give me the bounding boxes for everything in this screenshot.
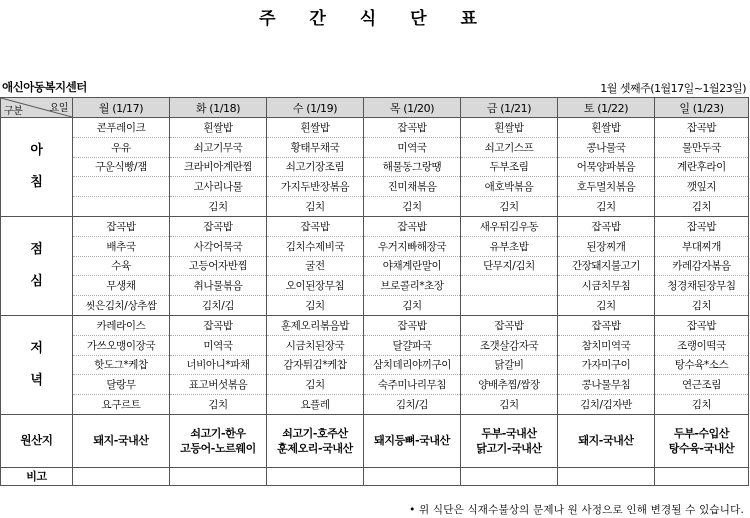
dish-cell: 김치	[461, 197, 558, 217]
note-cell	[364, 467, 461, 485]
dish-cell: 쇠고기스프	[461, 137, 558, 157]
meal-row	[1, 177, 749, 197]
note-cell	[558, 467, 655, 485]
dish-cell: 요플레	[267, 395, 364, 415]
meal-row	[1, 137, 749, 157]
dish-cell: 콩나물국	[558, 137, 655, 157]
dish-cell	[73, 177, 170, 197]
dish-cell: 삼치데리야끼구이	[364, 355, 461, 375]
dish-cell: 김치	[558, 296, 655, 316]
dish-cell: 단무지/김치	[461, 256, 558, 276]
dish-cell: 잡곡밥	[558, 315, 655, 335]
dish-cell: 참치미역국	[558, 335, 655, 355]
dish-cell: 달랑무	[73, 375, 170, 395]
dish-cell: 쇠고기장조림	[267, 157, 364, 177]
dish-cell: 부대찌개	[655, 236, 749, 256]
dish-cell: 김치	[364, 197, 461, 217]
dish-cell: 황태무채국	[267, 137, 364, 157]
dish-cell: 잡곡밥	[655, 216, 749, 236]
dish-cell: 김치	[364, 296, 461, 316]
dish-cell: 잡곡밥	[364, 216, 461, 236]
dish-cell: 양배추찜/쌈장	[461, 375, 558, 395]
note-cell	[655, 467, 749, 485]
dish-cell: 흰쌀밥	[170, 118, 267, 138]
dish-cell: 요구르트	[73, 395, 170, 415]
meal-row	[1, 355, 749, 375]
dish-cell: 흰쌀밥	[267, 118, 364, 138]
dish-cell: 무생채	[73, 276, 170, 296]
dish-cell	[73, 197, 170, 217]
corner-label-day: 요일	[49, 103, 68, 114]
origin-cell: 돼지등뼈-국내산	[364, 414, 461, 467]
dish-cell: 핫도그*케찹	[73, 355, 170, 375]
dish-cell: 애호박볶음	[461, 177, 558, 197]
note-row	[1, 467, 749, 485]
dish-cell: 잡곡밥	[73, 216, 170, 236]
dish-cell: 잡곡밥	[655, 118, 749, 138]
weekly-menu-table	[0, 97, 749, 486]
corner-cell	[1, 98, 73, 118]
footnote: • 위 식단은 식재수불상의 문제나 원 사정으로 인해 변경될 수 있습니다.	[409, 504, 744, 516]
dish-cell: 표고버섯볶음	[170, 375, 267, 395]
dish-cell: 시금치무침	[558, 276, 655, 296]
dish-cell: 콩나물무침	[558, 375, 655, 395]
dish-cell: 연근조림	[655, 375, 749, 395]
dish-cell: 어묵양파볶음	[558, 157, 655, 177]
dish-cell: 잡곡밥	[170, 216, 267, 236]
dish-cell: 우거지빠해장국	[364, 236, 461, 256]
dish-cell: 고등어자반찜	[170, 256, 267, 276]
dish-cell: 가지두반장볶음	[267, 177, 364, 197]
dish-cell: 물만두국	[655, 137, 749, 157]
dish-cell: 잡곡밥	[364, 118, 461, 138]
dish-cell: 배추국	[73, 236, 170, 256]
dish-cell: 잡곡밥	[558, 216, 655, 236]
dish-cell: 오이된장무침	[267, 276, 364, 296]
dish-cell: 진미채볶음	[364, 177, 461, 197]
dish-cell: 해물동그랑땡	[364, 157, 461, 177]
meal-row	[1, 157, 749, 177]
dish-cell: 계란후라이	[655, 157, 749, 177]
origin-cell: 돼지-국내산	[73, 414, 170, 467]
meal-row	[1, 375, 749, 395]
dish-cell: 김치	[655, 395, 749, 415]
header-row	[1, 98, 749, 118]
menu-body	[1, 118, 749, 415]
dish-cell: 김치	[655, 197, 749, 217]
dish-cell: 크라비아계란찜	[170, 157, 267, 177]
dish-cell: 쇠고기무국	[170, 137, 267, 157]
dish-cell: 우유	[73, 137, 170, 157]
dish-cell: 조랭이떡국	[655, 335, 749, 355]
dish-cell: 김치/김자반	[558, 395, 655, 415]
origin-cell: 두부-국내산 닭고기-국내산	[461, 414, 558, 467]
dish-cell: 콘푸레이크	[73, 118, 170, 138]
meal-label: 저 녁	[1, 315, 73, 414]
note-cell	[73, 467, 170, 485]
dish-cell: 흰쌀밥	[558, 118, 655, 138]
day-header: 금 (1/21)	[461, 98, 558, 118]
meal-label: 아 침	[1, 118, 73, 217]
dish-cell: 수육	[73, 256, 170, 276]
dish-cell: 호두멸치볶음	[558, 177, 655, 197]
day-header: 수 (1/19)	[267, 98, 364, 118]
dish-cell: 시금치된장국	[267, 335, 364, 355]
meal-row	[1, 276, 749, 296]
note-label: 비고	[1, 467, 73, 485]
dish-cell: 감자튀김*케찹	[267, 355, 364, 375]
dish-cell: 취나물볶음	[170, 276, 267, 296]
dish-cell: 카레감자볶음	[655, 256, 749, 276]
origin-cell: 돼지-국내산	[558, 414, 655, 467]
dish-cell: 두부조림	[461, 157, 558, 177]
origin-row	[1, 414, 749, 467]
meal-row	[1, 256, 749, 276]
day-header: 월 (1/17)	[73, 98, 170, 118]
dish-cell: 김치수제비국	[267, 236, 364, 256]
dish-cell: 훈제오리볶음밥	[267, 315, 364, 335]
meal-label: 점 심	[1, 216, 73, 315]
dish-cell: 김치	[558, 197, 655, 217]
dish-cell: 카레라이스	[73, 315, 170, 335]
dish-cell: 잡곡밥	[267, 216, 364, 236]
dish-cell: 고사리나물	[170, 177, 267, 197]
origin-cell: 쇠고기-호주산 훈제오리-국내산	[267, 414, 364, 467]
dish-cell: 닭갈비	[461, 355, 558, 375]
dish-cell: 김치	[267, 197, 364, 217]
meal-row	[1, 216, 749, 236]
dish-cell: 간장돼지불고기	[558, 256, 655, 276]
meal-row	[1, 236, 749, 256]
meal-row	[1, 335, 749, 355]
origin-label: 원산지	[1, 414, 73, 467]
dish-cell: 숙주미나리무침	[364, 375, 461, 395]
dish-cell: 잡곡밥	[655, 315, 749, 335]
note-cell	[461, 467, 558, 485]
dish-cell: 김치	[267, 296, 364, 316]
dish-cell: 잡곡밥	[461, 315, 558, 335]
meal-row	[1, 296, 749, 316]
dish-cell: 브로콜리*초장	[364, 276, 461, 296]
day-header: 화 (1/18)	[170, 98, 267, 118]
dish-cell: 김치/김	[170, 296, 267, 316]
dish-cell	[461, 296, 558, 316]
dish-cell: 가쓰오맹이장국	[73, 335, 170, 355]
day-header: 토 (1/22)	[558, 98, 655, 118]
dish-cell: 잡곡밥	[364, 315, 461, 335]
dish-cell: 김치/김	[364, 395, 461, 415]
dish-cell: 씻은김치/상추쌈	[73, 296, 170, 316]
dish-cell: 김치	[461, 395, 558, 415]
dish-cell: 된장찌개	[558, 236, 655, 256]
dish-cell: 굴전	[267, 256, 364, 276]
origin-cell: 쇠고기-한우 고등어-노르웨이	[170, 414, 267, 467]
dish-cell: 흰쌀밥	[461, 118, 558, 138]
day-header: 일 (1/23)	[655, 98, 749, 118]
center-name: 애신아동복지센터	[2, 80, 87, 94]
dish-cell: 조갯살감자국	[461, 335, 558, 355]
dish-cell: 김치	[267, 375, 364, 395]
dish-cell: 김치	[655, 296, 749, 316]
dish-cell: 김치	[170, 395, 267, 415]
dish-cell: 깻잎지	[655, 177, 749, 197]
dish-cell: 구운식빵/잼	[73, 157, 170, 177]
dish-cell: 미역국	[170, 335, 267, 355]
dish-cell: 탕수육*소스	[655, 355, 749, 375]
day-header: 목 (1/20)	[364, 98, 461, 118]
meal-row	[1, 395, 749, 415]
corner-label-category: 구분	[4, 106, 23, 117]
week-label: 1월 셋째주(1월17일~1월23일)	[600, 82, 746, 95]
note-cell	[267, 467, 364, 485]
dish-cell: 잡곡밥	[170, 315, 267, 335]
meal-row	[1, 197, 749, 217]
page-title: 주 간 식 단 표	[259, 9, 491, 29]
dish-cell: 달걀파국	[364, 335, 461, 355]
dish-cell: 가자미구이	[558, 355, 655, 375]
dish-cell: 미역국	[364, 137, 461, 157]
dish-cell: 너비아니*파채	[170, 355, 267, 375]
origin-cell: 두부-수입산 탕수육-국내산	[655, 414, 749, 467]
dish-cell: 유부초밥	[461, 236, 558, 256]
dish-cell: 사각어묵국	[170, 236, 267, 256]
note-cell	[170, 467, 267, 485]
meal-row	[1, 118, 749, 138]
dish-cell: 청경채된장무침	[655, 276, 749, 296]
dish-cell	[461, 276, 558, 296]
meal-row	[1, 315, 749, 335]
dish-cell: 새우튀김우동	[461, 216, 558, 236]
dish-cell: 김치	[170, 197, 267, 217]
dish-cell: 야채계란말이	[364, 256, 461, 276]
